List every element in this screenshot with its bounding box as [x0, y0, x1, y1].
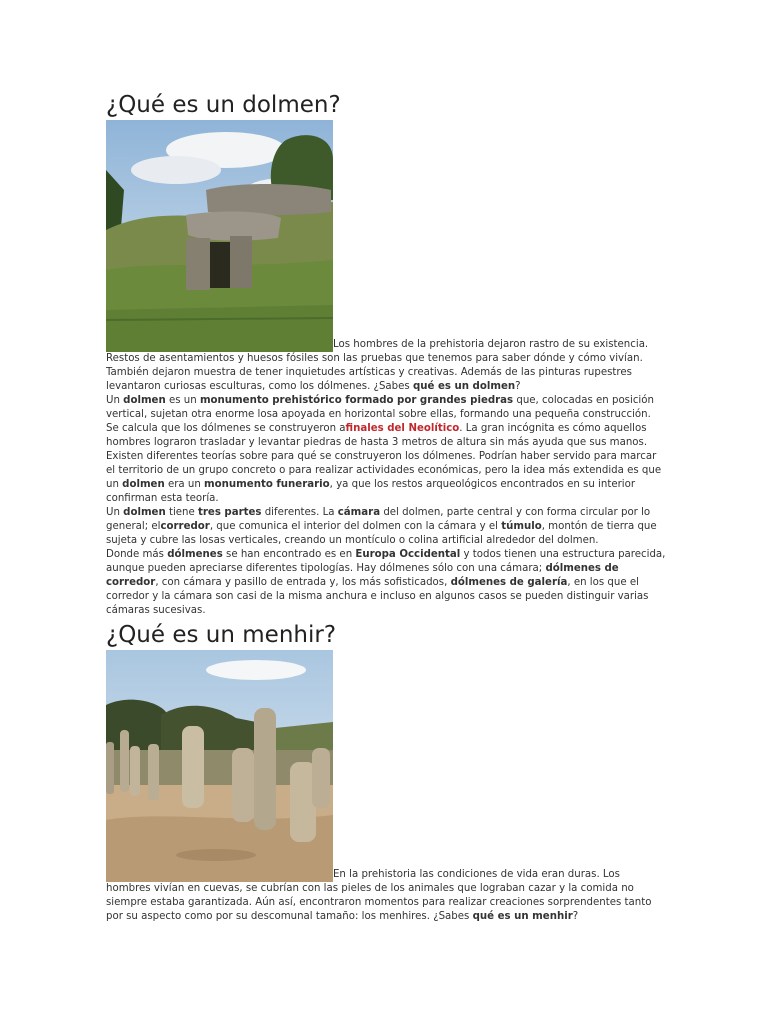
text-run: , con cámara y pasillo de entrada y, los más sofisticados,: [155, 577, 451, 588]
text-run: diferentes. La: [261, 507, 338, 518]
bold-run: dolmen: [123, 507, 166, 518]
bold-run: dólmenes de corredor: [106, 563, 619, 588]
dolmen-definition-paragraph: [106, 394, 666, 506]
article-content: [106, 90, 666, 924]
menhir-intro-paragraph: [106, 650, 666, 924]
bold-run: corredor: [160, 521, 210, 532]
text-run: que, colocadas en posición vertical, sujetan otra enorme losa apoyada en horizontal sobre ellas, formando una pequeña construcción. Se calcula que los dólmenes se construyeron a: [106, 395, 654, 434]
dolmen-question-bold: qué es un dolmen: [412, 381, 516, 392]
bold-run: tres partes: [198, 507, 262, 518]
bold-run: monumento funerario: [204, 479, 330, 490]
text-run: se han encontrado es en: [222, 549, 356, 560]
text-run: del dolmen, parte central y con forma circular por lo general; el: [106, 507, 651, 532]
text-run: Donde más: [106, 549, 168, 560]
text-run: . La gran incógnita es cómo aquellos hombres lograron trasladar y levantar piedras de hasta 3 metros de altura sin más ayuda que sus manos. Existen diferentes teorías sobre para qué se construyeron los dólmenes. Podrían haber servido para marcar el territorio de un grupo concreto o para realizar actividades económicas, pero la idea más extendida es que un: [106, 423, 662, 490]
menhir-intro-text: En la prehistoria las condiciones de vida eran duras. Los hombres vivían en cuevas, se cubrían con las pieles de los animales que lograban cazar y la comida no siempre estaba garantizada. Aún así, encontraron momentos para realizar creaciones sorprendentes tanto por su aspecto como por su descomunal tamaño: los menhires. ¿Sabes: [106, 869, 652, 922]
menhir-intro-end: ?: [572, 911, 579, 922]
text-run: , montón de tierra que sujeta y cubre las losas verticales, creando un montículo o colina artificial alrededor del dolmen.: [106, 521, 657, 546]
dolmen-intro-end: ?: [515, 381, 521, 392]
menhir-question-bold: qué es un menhir: [472, 911, 573, 922]
bold-run: dolmen: [122, 479, 165, 490]
bold-run: dolmen: [123, 395, 166, 406]
text-run: es un: [165, 395, 200, 406]
text-run: , ya que los restos arqueológicos encontrados en su interior confirman esta teoría.: [106, 479, 636, 504]
text-run: Un: [106, 395, 124, 406]
menhir-photo: [106, 650, 333, 882]
text-run: , en los que el corredor y la cámara son casi de la misma anchura e incluso en algunos casos se pueden distinguir varias cámaras sucesivas.: [106, 577, 649, 616]
bold-run: Europa Occidental: [355, 549, 461, 560]
menhir-heading: ¿Qué es un menhir?: [106, 622, 337, 648]
bold-run: dólmenes: [167, 549, 223, 560]
dolmen-intro-text: Los hombres de la prehistoria dejaron rastro de su existencia. Restos de asentamientos y huesos fósiles son las pruebas que tenemos para saber dónde y cómo vivían. También dejaron muestra de tener inquietudes artísticas y creativas. Además de las pinturas rupestres levantaron curiosas esculturas, como los dólmenes. ¿Sabes: [106, 339, 649, 392]
dolmen-parts-paragraph: [106, 506, 666, 548]
dolmen-heading: ¿Qué es un dolmen?: [106, 92, 341, 118]
dolmen-photo: [106, 120, 333, 352]
dolmen-intro-paragraph: [106, 120, 666, 394]
dolmen-types-paragraph: [106, 548, 666, 618]
bold-run: túmulo: [501, 521, 542, 532]
text-run: Un: [106, 507, 124, 518]
bold-run: cámara: [337, 507, 381, 518]
text-run: tiene: [165, 507, 199, 518]
neolithic-link[interactable]: finales del Neolítico: [345, 423, 460, 434]
text-run: era un: [164, 479, 205, 490]
bold-run: monumento prehistórico formado por grandes piedras: [199, 395, 514, 406]
bold-run: dólmenes de galería: [450, 577, 568, 588]
text-run: , que comunica el interior del dolmen con la cámara y el: [209, 521, 502, 532]
text-run: y todos tienen una estructura parecida, aunque pueden apreciarse diferentes tipologías. Hay dólmenes sólo con una cámara;: [106, 549, 666, 574]
